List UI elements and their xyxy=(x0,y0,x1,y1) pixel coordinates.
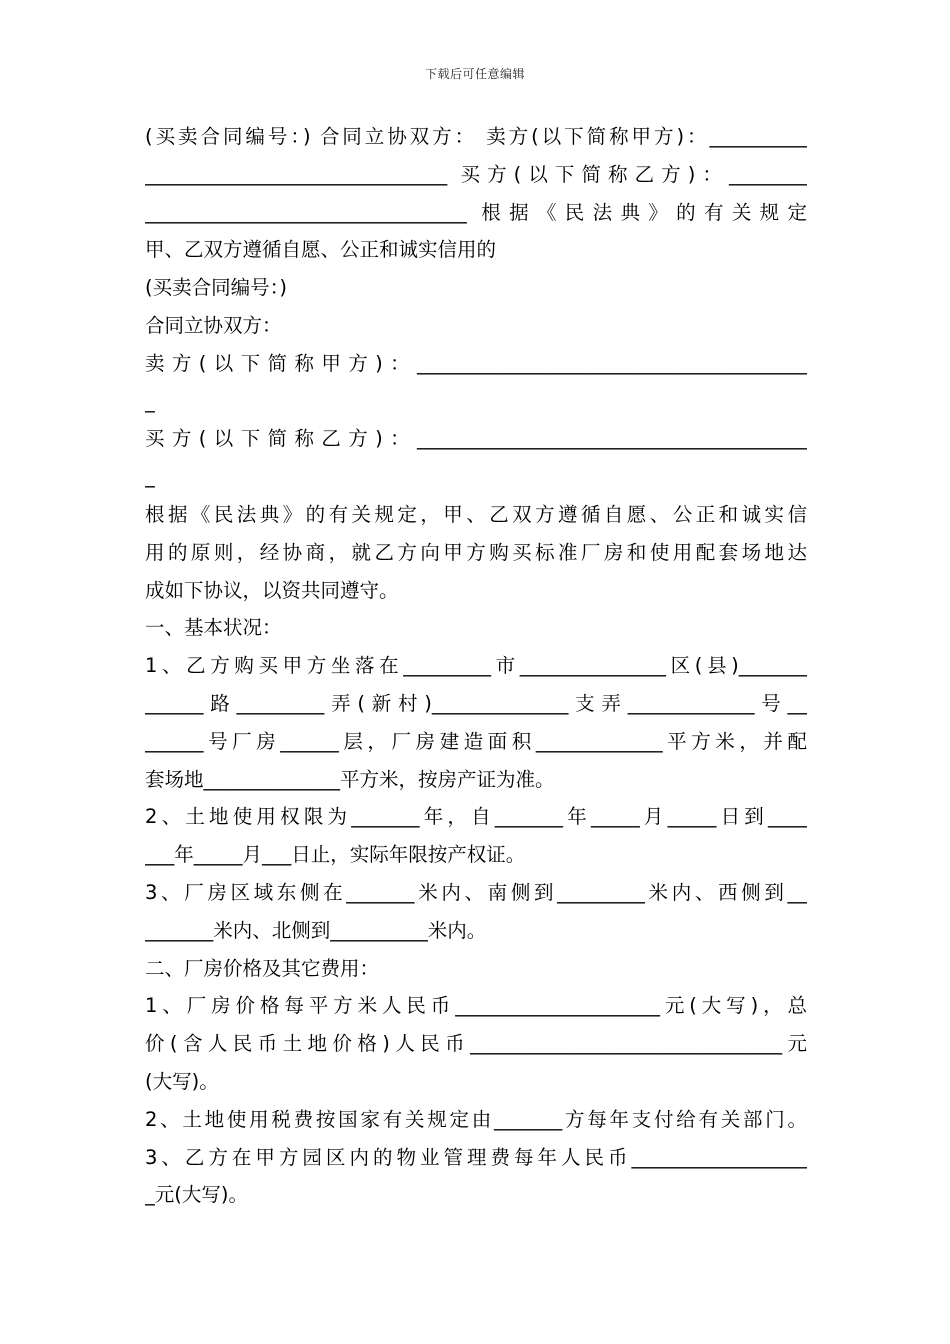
contract-line: (大写)。 xyxy=(145,1069,219,1093)
contract-line: _ xyxy=(145,465,155,489)
contract-line: 一、基本状况： xyxy=(145,616,282,640)
contract-line: 成如下协议，以资共同遵守。 xyxy=(145,578,399,602)
contract-line: 2、土地使用权限为_______年，自_______年_____月_____日到____ xyxy=(145,805,807,829)
contract-line: 价(含人民币土地价格)人民币________________________________元 xyxy=(145,1032,807,1056)
contract-line: ___年_____月___日止，实际年限按产权证。 xyxy=(145,843,526,867)
contract-line: _______________________________ 买方(以下简称乙方)：________ xyxy=(145,162,807,186)
contract-line: _ xyxy=(145,389,155,413)
contract-line: 二、厂房价格及其它费用： xyxy=(145,956,380,980)
contract-line: 甲、乙双方遵循自愿、公正和诚实信用的 xyxy=(145,238,497,262)
contract-line: 1、厂房价格每平方米人民币_____________________元(大写)，总 xyxy=(145,994,807,1018)
contract-line: ______路_________弄(新村)______________支弄_____________号__ xyxy=(145,691,807,715)
page-header-note: 下载后可任意编辑 xyxy=(424,67,525,81)
contract-line: _________________________________ 根据《民法典》的有关规定 xyxy=(145,200,807,224)
contract-line: 根据《民法典》的有关规定，甲、乙双方遵循自愿、公正和诚实信 xyxy=(145,502,807,526)
contract-line: 合同立协双方： xyxy=(145,313,282,337)
contract-line: 买方(以下简称乙方)：________________________________________ xyxy=(145,427,807,451)
contract-line: 3、厂房区域东侧在_______米内、南侧到_________米内、西侧到__ xyxy=(145,880,807,904)
contract-line: 套场地______________平方米，按房产证为准。 xyxy=(145,767,555,791)
contract-line: 2、土地使用税费按国家有关规定由_______方每年支付给有关部门。 xyxy=(145,1107,807,1131)
contract-line: 3、乙方在甲方园区内的物业管理费每年人民币__________________ xyxy=(145,1145,807,1169)
contract-line: (买卖合同编号：) 合同立协双方： 卖方(以下简称甲方)：__________ xyxy=(145,125,807,148)
contract-line: 卖方(以下简称甲方)：________________________________________ xyxy=(145,351,807,375)
contract-line: _______米内、北侧到__________米内。 xyxy=(145,918,487,942)
contract-line: 1、乙方购买甲方坐落在_________市_______________区(县)_______ xyxy=(145,654,807,678)
contract-line: 用的原则，经协商，就乙方向甲方购买标准厂房和使用配套场地达 xyxy=(145,540,807,564)
contract-line: ______号厂房______层，厂房建造面积_____________平方米，并配 xyxy=(145,729,807,753)
contract-body xyxy=(145,118,807,1214)
contract-line: _元(大写)。 xyxy=(145,1183,248,1207)
contract-line: (买卖合同编号：) xyxy=(145,276,287,300)
